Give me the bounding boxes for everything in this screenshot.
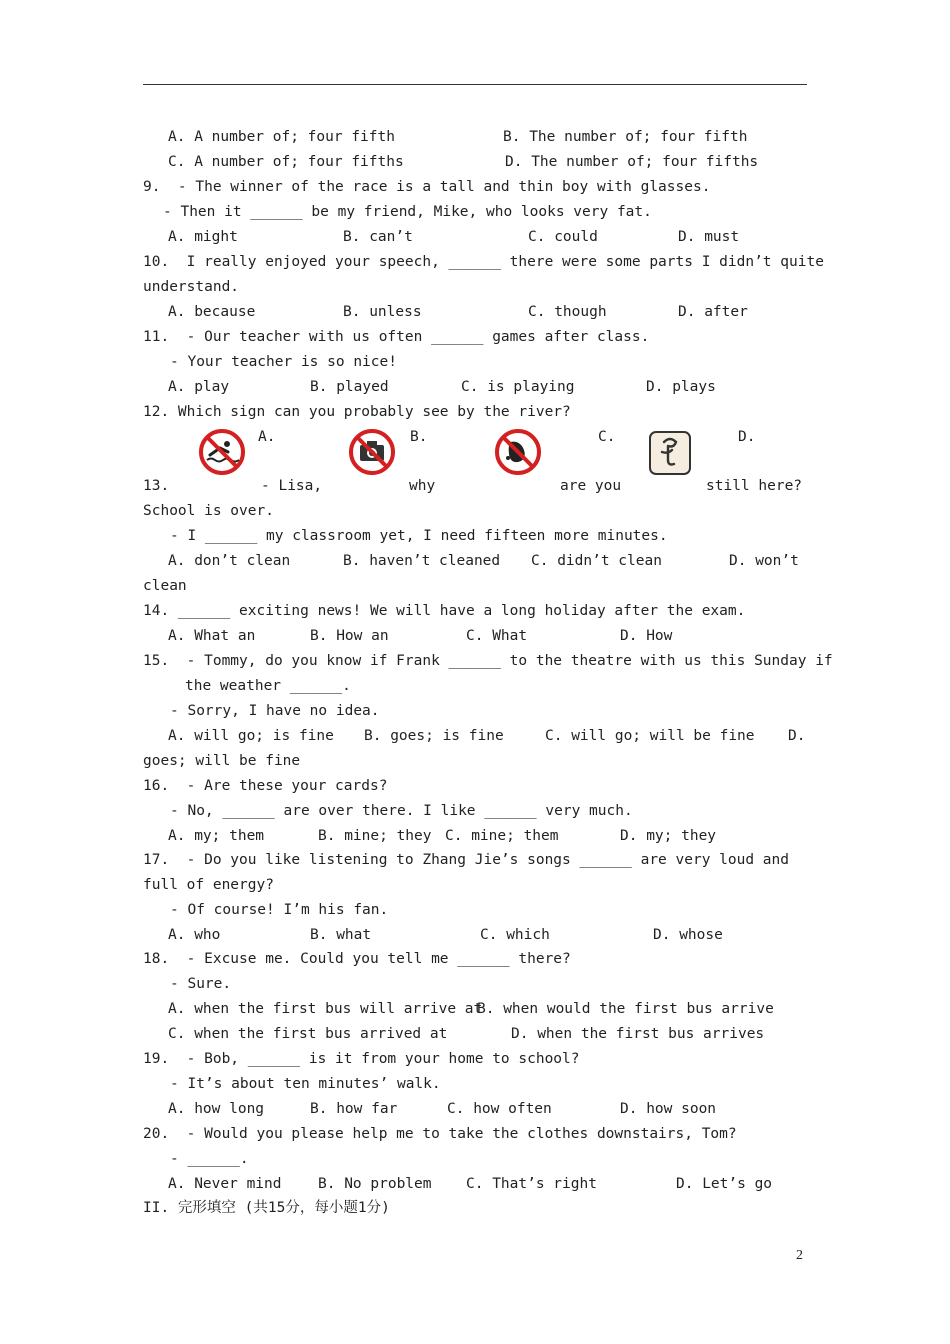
- q13-text-cont: School is over.: [143, 503, 274, 519]
- q8-option-a: A. A number of; four fifth: [168, 129, 395, 145]
- q13-number: 13.: [143, 478, 170, 494]
- q9-option-c: C. could: [528, 229, 598, 245]
- q12-label-c: C.: [598, 429, 616, 445]
- q18-option-b: B. when would the first bus arrive: [477, 1001, 774, 1017]
- q13-why: why: [409, 478, 436, 494]
- q10-option-c: C. though: [528, 304, 607, 320]
- q18-option-a: A. when the first bus will arrive at: [168, 1001, 483, 1017]
- q15-option-a: A. will go; is fine: [168, 728, 334, 744]
- q11-option-c: C. is playing: [461, 379, 575, 395]
- q13-option-a: A. don’t clean: [168, 553, 291, 569]
- q11-option-b: B. played: [310, 379, 389, 395]
- q8-option-c: C. A number of; four fifths: [168, 154, 404, 170]
- no-photography-sign-icon: [348, 428, 396, 476]
- q20-reply: - ______.: [170, 1151, 249, 1167]
- q13-still-here: still here?: [706, 478, 803, 494]
- q18-text: 18. - Excuse me. Could you tell me ______ there?: [143, 951, 571, 967]
- q15-reply: - Sorry, I have no idea.: [170, 703, 380, 719]
- q17-reply: - Of course! I’m his fan.: [170, 902, 389, 918]
- q19-reply: - It’s about ten minutes’ walk.: [170, 1076, 441, 1092]
- q14-option-b: B. How an: [310, 628, 389, 644]
- q17-text: 17. - Do you like listening to Zhang Jie’s songs ______ are very loud and: [143, 852, 790, 868]
- page-number: 2: [796, 1248, 803, 1263]
- q10-option-a: A. because: [168, 304, 256, 320]
- q16-text: 16. - Are these your cards?: [143, 778, 388, 794]
- section-ii-heading: II. 完形填空 (共15分，每小题1分): [143, 1200, 390, 1216]
- q11-text: 11. - Our teacher with us often ______ games after class.: [143, 329, 650, 345]
- q19-text: 19. - Bob, ______ is it from your home to school?: [143, 1051, 580, 1067]
- q10-option-b: B. unless: [343, 304, 422, 320]
- q13-lisa: - Lisa,: [261, 478, 323, 494]
- q11-option-a: A. play: [168, 379, 230, 395]
- q15-option-d-cont: goes; will be fine: [143, 753, 301, 769]
- q17-option-a: A. who: [168, 927, 221, 943]
- q16-option-d: D. my; they: [620, 828, 717, 844]
- q12-label-a: A.: [258, 429, 276, 445]
- q16-option-a: A. my; them: [168, 828, 265, 844]
- q15-text-cont: the weather ______.: [185, 678, 351, 694]
- q19-option-a: A. how long: [168, 1101, 265, 1117]
- q10-text: 10. I really enjoyed your speech, ______ there were some parts I didn’t quite: [143, 254, 824, 270]
- q14-text: 14. ______ exciting news! We will have a long holiday after the exam.: [143, 603, 746, 619]
- q13-reply: - I ______ my classroom yet, I need fifteen more minutes.: [170, 528, 668, 544]
- q16-reply: - No, ______ are over there. I like ______ very much.: [170, 803, 633, 819]
- q20-option-b: B. No problem: [318, 1176, 432, 1192]
- scenic-symbol-sign-icon: [646, 428, 694, 476]
- q14-option-d: D. How: [620, 628, 673, 644]
- q14-option-a: A. What an: [168, 628, 256, 644]
- q9-text: 9. - The winner of the race is a tall and thin boy with glasses.: [143, 179, 711, 195]
- q8-option-d: D. The number of; four fifths: [505, 154, 759, 170]
- q19-option-b: B. how far: [310, 1101, 398, 1117]
- q17-option-b: B. what: [310, 927, 372, 943]
- q15-option-d: D.: [788, 728, 806, 744]
- q16-option-b: B. mine; they: [318, 828, 432, 844]
- q17-option-c: C. which: [480, 927, 550, 943]
- q20-option-d: D. Let’s go: [676, 1176, 773, 1192]
- q14-option-c: C. What: [466, 628, 528, 644]
- q13-option-d-cont: clean: [143, 578, 187, 594]
- q20-option-a: A. Never mind: [168, 1176, 282, 1192]
- q13-option-b: B. haven’t cleaned: [343, 553, 501, 569]
- no-walking-sign-icon: [494, 428, 542, 476]
- q9-option-b: B. can’t: [343, 229, 413, 245]
- q9-option-d: D. must: [678, 229, 740, 245]
- q13-option-c: C. didn’t clean: [531, 553, 662, 569]
- q18-option-d: D. when the first bus arrives: [511, 1026, 765, 1042]
- q10-text-cont: understand.: [143, 279, 240, 295]
- q20-text: 20. - Would you please help me to take the clothes downstairs, Tom?: [143, 1126, 737, 1142]
- header-rule: [143, 84, 807, 85]
- q13-option-d: D. won’t: [729, 553, 799, 569]
- q15-text: 15. - Tommy, do you know if Frank ______ to the theatre with us this Sunday if: [143, 653, 833, 669]
- q18-reply: - Sure.: [170, 976, 232, 992]
- q13-are-you: are you: [560, 478, 622, 494]
- q17-option-d: D. whose: [653, 927, 723, 943]
- q11-option-d: D. plays: [646, 379, 716, 395]
- q12-label-b: B.: [410, 429, 428, 445]
- q15-option-b: B. goes; is fine: [364, 728, 504, 744]
- q11-reply: - Your teacher is so nice!: [170, 354, 397, 370]
- q17-text-cont: full of energy?: [143, 877, 274, 893]
- q19-option-c: C. how often: [447, 1101, 552, 1117]
- q16-option-c: C. mine; them: [445, 828, 559, 844]
- q18-option-c: C. when the first bus arrived at: [168, 1026, 448, 1042]
- q20-option-c: C. That’s right: [466, 1176, 597, 1192]
- q10-option-d: D. after: [678, 304, 748, 320]
- q15-option-c: C. will go; will be fine: [545, 728, 755, 744]
- q9-reply: - Then it ______ be my friend, Mike, who looks very fat.: [163, 204, 652, 220]
- no-swimming-sign-icon: [198, 428, 246, 476]
- q12-label-d: D.: [738, 429, 756, 445]
- q9-option-a: A. might: [168, 229, 238, 245]
- q19-option-d: D. how soon: [620, 1101, 717, 1117]
- q8-option-b: B. The number of; four fifth: [503, 129, 748, 145]
- q12-text: 12. Which sign can you probably see by the river?: [143, 404, 571, 420]
